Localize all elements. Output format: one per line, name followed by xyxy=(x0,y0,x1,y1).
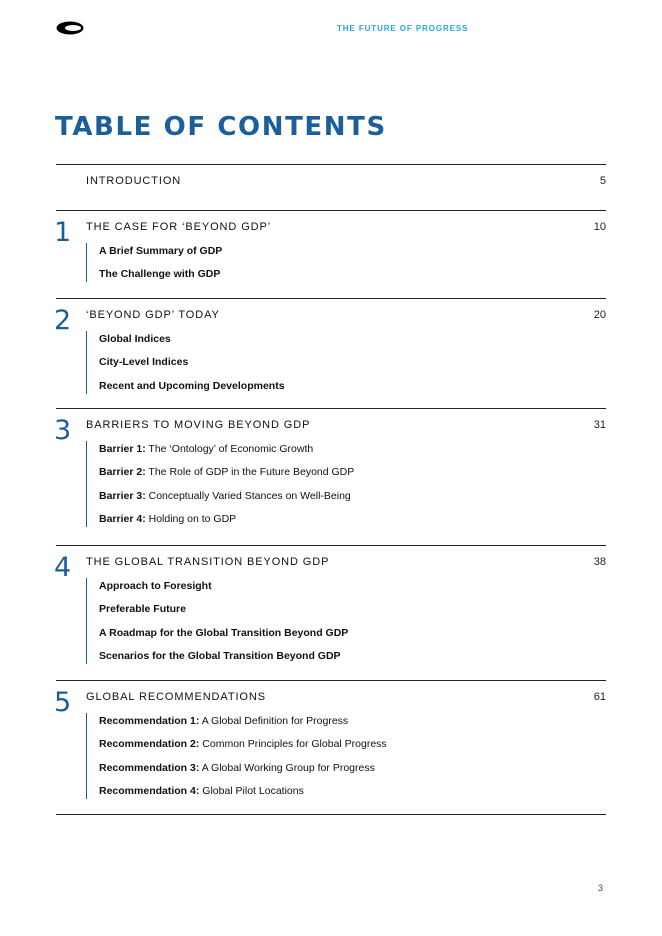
subsection-label: Global Indices xyxy=(99,333,171,345)
subsection-text: The Role of GDP in the Future Beyond GDP xyxy=(145,466,355,479)
running-header: THE FUTURE OF PROGRESS xyxy=(337,24,469,33)
subsection-label: A Brief Summary of GDP xyxy=(99,245,223,257)
subsection-item[interactable] xyxy=(99,266,222,282)
subsection-label: Recommendation 3: xyxy=(99,761,200,774)
subsection-label: Preferable Future xyxy=(99,603,186,616)
toc-section-1[interactable] xyxy=(56,211,606,299)
section-title: THE GLOBAL TRANSITION BEYOND GDP xyxy=(86,556,330,568)
subsection-list xyxy=(86,441,354,527)
subsection-text: A Global Definition for Progress xyxy=(199,715,349,727)
toc-section-5[interactable] xyxy=(56,681,606,815)
section-page-number: 31 xyxy=(593,419,606,431)
subsection-item[interactable] xyxy=(99,578,348,601)
section-title: BARRIERS TO MOVING BEYOND GDP xyxy=(86,419,311,431)
section-number: 2 xyxy=(54,305,72,336)
section-number: 4 xyxy=(54,552,72,583)
subsection-text: Conceptually Varied Stances on Well-Being xyxy=(145,489,351,502)
subsection-list xyxy=(86,331,285,394)
section-page-number: 38 xyxy=(593,556,606,568)
section-number: 3 xyxy=(54,415,72,446)
subsection-label: Recommendation 1: xyxy=(99,715,200,727)
subsection-item[interactable] xyxy=(99,625,348,648)
section-number: 1 xyxy=(54,217,72,248)
subsection-text: The ‘Ontology’ of Economic Growth xyxy=(145,443,314,455)
subsection-label: Barrier 1: xyxy=(99,443,146,455)
subsection-item[interactable] xyxy=(99,783,387,799)
toc-section-introduction[interactable] xyxy=(56,165,606,211)
subsection-text: Common Principles for Global Progress xyxy=(199,738,387,751)
subsection-text: Holding on to GDP xyxy=(145,512,237,525)
section-title: GLOBAL RECOMMENDATIONS xyxy=(86,691,266,703)
section-page-number: 20 xyxy=(593,309,606,321)
table-of-contents xyxy=(56,164,606,815)
subsection-label: Barrier 3: xyxy=(99,489,146,502)
toc-section-3[interactable] xyxy=(56,409,606,546)
ellipse-logo-icon xyxy=(56,21,84,35)
subsection-item[interactable] xyxy=(99,511,354,527)
subsection-label: Barrier 4: xyxy=(99,512,146,525)
subsection-item[interactable] xyxy=(99,713,387,736)
subsection-label: The Challenge with GDP xyxy=(99,268,221,281)
subsection-label: Recommendation 4: xyxy=(99,784,200,797)
subsection-item[interactable] xyxy=(99,736,387,759)
section-title: INTRODUCTION xyxy=(86,175,182,187)
section-title: THE CASE FOR ‘BEYOND GDP’ xyxy=(86,221,272,233)
subsection-text: A Global Working Group for Progress xyxy=(199,761,375,774)
page-title: TABLE OF CONTENTS xyxy=(55,112,387,142)
subsection-item[interactable] xyxy=(99,243,222,266)
subsection-label: Recent and Upcoming Developments xyxy=(99,379,285,392)
subsection-label: A Roadmap for the Global Transition Beyond GDP xyxy=(99,626,349,639)
subsection-item[interactable] xyxy=(99,331,285,354)
subsection-label: Barrier 2: xyxy=(99,466,146,479)
subsection-item[interactable] xyxy=(99,354,285,377)
subsection-item[interactable] xyxy=(99,441,354,464)
subsection-label: City-Level Indices xyxy=(99,356,189,369)
page-number: 3 xyxy=(598,883,604,893)
subsection-item[interactable] xyxy=(99,601,348,624)
section-number: 5 xyxy=(54,687,72,718)
section-page-number: 5 xyxy=(599,175,606,187)
subsection-label: Recommendation 2: xyxy=(99,738,200,751)
subsection-list xyxy=(86,243,222,282)
subsection-item[interactable] xyxy=(99,760,387,783)
subsection-list xyxy=(86,713,387,799)
subsection-label: Approach to Foresight xyxy=(99,580,212,592)
section-page-number: 10 xyxy=(593,221,606,233)
subsection-item[interactable] xyxy=(99,464,354,487)
subsection-list xyxy=(86,578,348,664)
section-title: ‘BEYOND GDP’ TODAY xyxy=(86,309,220,321)
subsection-item[interactable] xyxy=(99,648,348,664)
toc-section-4[interactable] xyxy=(56,546,606,681)
subsection-label: Scenarios for the Global Transition Beyond GDP xyxy=(99,649,341,662)
subsection-text: Global Pilot Locations xyxy=(199,784,304,797)
subsection-item[interactable] xyxy=(99,488,354,511)
subsection-item[interactable] xyxy=(99,378,285,394)
section-page-number: 61 xyxy=(593,691,606,703)
toc-section-2[interactable] xyxy=(56,299,606,409)
